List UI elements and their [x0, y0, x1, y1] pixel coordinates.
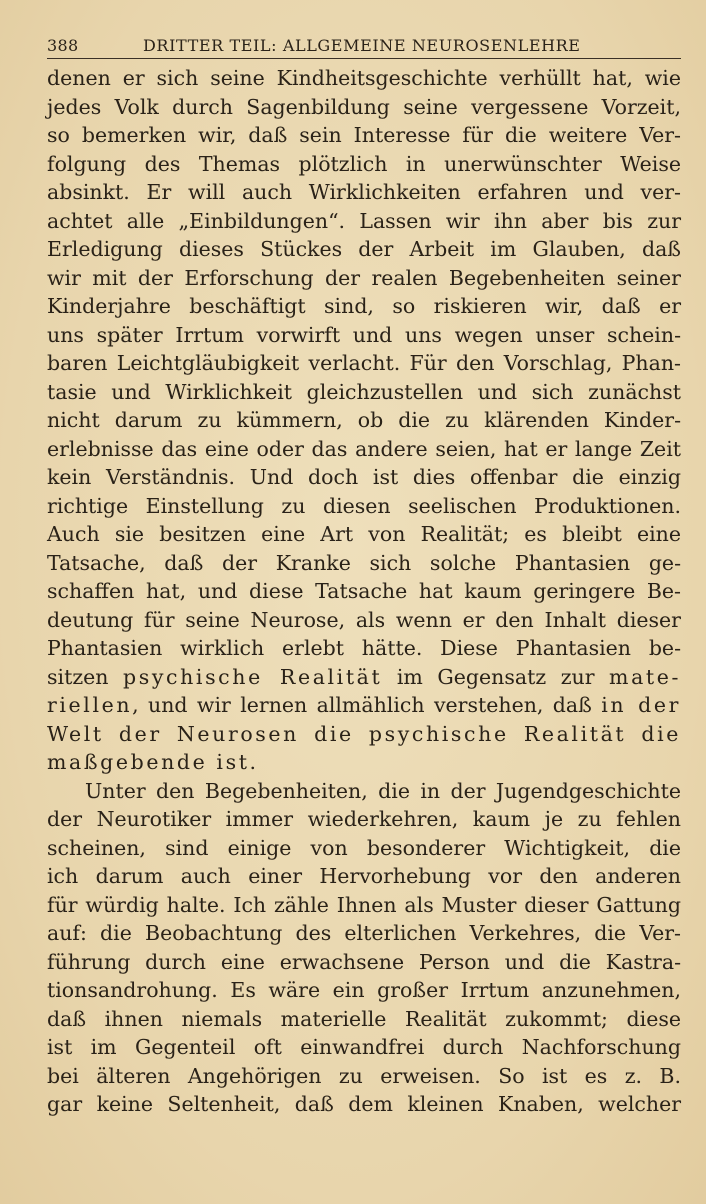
- text-line: Auch sie besitzen eine Art von Realität; es bleibt eine: [47, 522, 681, 546]
- text-line: tasie und Wirklichkeit gleichzustellen und sich zunächst: [47, 379, 681, 404]
- text-line: nicht darum zu kümmern, ob die zu klärenden Kinder-: [47, 408, 681, 432]
- text-line-spaced-emphasis: [47, 691, 681, 720]
- text-line: denen er sich seine Kindheitsgeschichte verhüllt hat, wie: [47, 66, 681, 90]
- body-text: [47, 64, 681, 1119]
- text-line: der Neurotiker immer wiederkehren, kaum je zu fehlen: [47, 807, 681, 831]
- text-line: deutung für seine Neurose, als wenn er den Inhalt dieser: [47, 607, 681, 632]
- running-title: DRITTER TEIL: ALLGEMEINE NEUROSENLEHRE: [143, 36, 581, 55]
- text-line: absinkt. Er will auch Wirklichkeiten erfahren und ver-: [47, 180, 681, 204]
- text-line: achtet alle „Einbildungen“. Lassen wir ihn aber bis zur: [47, 208, 681, 233]
- emphasis-run: in der: [601, 693, 682, 717]
- running-header: [47, 34, 681, 59]
- text-line: Kinderjahre beschäftigt sind, so riskieren wir, daß er: [47, 294, 681, 318]
- text-run: im Gegensatz zur: [382, 664, 610, 689]
- text-line: baren Leichtgläubigkeit verlacht. Für den Vorschlag, Phan-: [47, 351, 681, 375]
- emphasis-run: psychische Realität: [123, 664, 383, 689]
- text-line: Erledigung dieses Stückes der Arbeit im Glauben, daß: [47, 237, 681, 261]
- text-line-spaced-emphasis: Welt der Neurosen die psychische Realität die: [47, 721, 681, 746]
- text-line: erlebnisse das eine oder das andere seien, hat er lange Zeit: [47, 436, 681, 461]
- emphasis-run: mate-: [609, 664, 681, 689]
- text-line: tionsandrohung. Es wäre ein großer Irrtum anzunehmen,: [47, 978, 681, 1002]
- text-line: für würdig halte. Ich zähle Ihnen als Muster dieser Gattung: [47, 892, 681, 917]
- text-line: ich darum auch einer Hervorhebung vor den anderen: [47, 864, 681, 888]
- paragraph-end-line: maßgebende ist.: [47, 750, 259, 774]
- text-line: wir mit der Erforschung der realen Begebenheiten seiner: [47, 265, 681, 290]
- text-line: auf: die Beobachtung des elterlichen Verkehres, die Ver-: [47, 921, 681, 945]
- page-number: 388: [47, 36, 79, 55]
- text-line: uns später Irrtum vorwirft und uns wegen unser schein-: [47, 322, 681, 347]
- text-line: daß ihnen niemals materielle Realität zukommt; diese: [47, 1006, 681, 1031]
- text-line: so bemerken wir, daß sein Interesse für die weitere Ver-: [47, 123, 681, 147]
- text-run: , und wir lernen allmählich verstehen, daß: [132, 693, 602, 717]
- paragraph-start-line: Unter den Begebenheiten, die in der Jugendgeschichte: [85, 778, 681, 803]
- emphasis-run: riellen: [47, 693, 133, 717]
- text-line: bei älteren Angehörigen zu erweisen. So ist es z. B.: [47, 1063, 681, 1088]
- text-line: Tatsache, daß der Kranke sich solche Phantasien ge-: [47, 550, 681, 575]
- text-line: führung durch eine erwachsene Person und die Kastra-: [47, 949, 681, 974]
- text-line: ist im Gegenteil oft einwandfrei durch Nachforschung: [47, 1035, 681, 1059]
- text-line: scheinen, sind einige von besonderer Wichtigkeit, die: [47, 835, 681, 860]
- text-line-spaced-emphasis: [47, 663, 681, 692]
- text-line: kein Verständnis. Und doch ist dies offenbar die einzig: [47, 465, 681, 489]
- text-line: Phantasien wirklich erlebt hätte. Diese Phantasien be-: [47, 636, 681, 660]
- text-line: richtige Einstellung zu diesen seelischen Produktionen.: [47, 493, 681, 518]
- text-line: schaffen hat, und diese Tatsache hat kaum geringere Be-: [47, 579, 681, 603]
- text-run: sitzen: [47, 664, 123, 689]
- text-line: gar keine Seltenheit, daß dem kleinen Knaben, welcher: [47, 1092, 681, 1116]
- text-line: jedes Volk durch Sagenbildung seine vergessene Vorzeit,: [47, 94, 681, 119]
- text-line: folgung des Themas plötzlich in unerwünschter Weise: [47, 151, 681, 176]
